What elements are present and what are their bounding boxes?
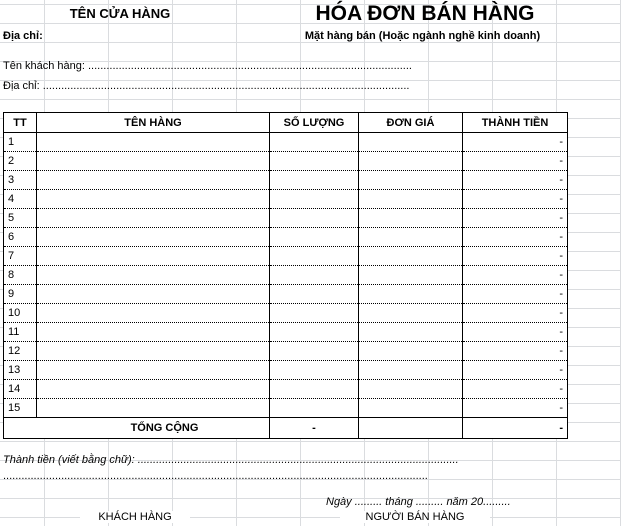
unit-price-cell[interactable] xyxy=(359,190,463,209)
table-row xyxy=(4,266,568,285)
quantity-cell[interactable] xyxy=(270,342,359,361)
quantity-cell[interactable] xyxy=(270,247,359,266)
store-address-label: Địa chỉ: xyxy=(3,30,43,42)
table-row xyxy=(4,209,568,228)
table-row xyxy=(4,304,568,323)
table-row xyxy=(4,380,568,399)
row-number: 7 xyxy=(4,247,37,266)
row-number: 8 xyxy=(4,266,37,285)
quantity-cell[interactable] xyxy=(270,209,359,228)
amount-cell[interactable]: - xyxy=(463,228,568,247)
row-number: 5 xyxy=(4,209,37,228)
business-line-subtitle: Mặt hàng bán (Hoặc ngành nghề kinh doanh) xyxy=(304,30,541,42)
unit-price-cell[interactable] xyxy=(359,247,463,266)
item-name-cell[interactable] xyxy=(37,247,270,266)
unit-price-cell[interactable] xyxy=(359,323,463,342)
quantity-cell[interactable] xyxy=(270,304,359,323)
item-name-cell[interactable] xyxy=(37,342,270,361)
item-name-cell[interactable] xyxy=(37,209,270,228)
table-header-row xyxy=(4,113,568,133)
unit-price-cell[interactable] xyxy=(359,304,463,323)
unit-price-cell[interactable] xyxy=(359,399,463,418)
table-row xyxy=(4,361,568,380)
total-label: TỔNG CỘNG xyxy=(4,418,270,439)
customer-signature-label: KHÁCH HÀNG xyxy=(80,511,190,523)
table-row xyxy=(4,247,568,266)
amount-cell[interactable]: - xyxy=(463,171,568,190)
unit-price-cell[interactable] xyxy=(359,285,463,304)
row-number: 2 xyxy=(4,152,37,171)
unit-price-cell[interactable] xyxy=(359,380,463,399)
unit-price-cell[interactable] xyxy=(359,228,463,247)
row-number: 15 xyxy=(4,399,37,418)
unit-price-cell[interactable] xyxy=(359,342,463,361)
amount-cell[interactable]: - xyxy=(463,323,568,342)
row-number: 14 xyxy=(4,380,37,399)
row-number: 6 xyxy=(4,228,37,247)
row-number: 9 xyxy=(4,285,37,304)
amount-cell[interactable]: - xyxy=(463,209,568,228)
quantity-cell[interactable] xyxy=(270,380,359,399)
table-row xyxy=(4,190,568,209)
amount-cell[interactable]: - xyxy=(463,399,568,418)
item-name-cell[interactable] xyxy=(37,323,270,342)
row-number: 10 xyxy=(4,304,37,323)
table-row xyxy=(4,171,568,190)
total-unit-price[interactable] xyxy=(359,418,463,439)
quantity-cell[interactable] xyxy=(270,228,359,247)
quantity-cell[interactable] xyxy=(270,190,359,209)
invoice-title: HÓA ĐƠN BÁN HÀNG xyxy=(315,2,535,25)
col-header-item-name: TÊN HÀNG xyxy=(37,113,270,133)
row-number: 1 xyxy=(4,133,37,152)
amount-cell[interactable]: - xyxy=(463,190,568,209)
table-row xyxy=(4,342,568,361)
table-row xyxy=(4,133,568,152)
unit-price-cell[interactable] xyxy=(359,152,463,171)
unit-price-cell[interactable] xyxy=(359,361,463,380)
item-name-cell[interactable] xyxy=(37,133,270,152)
unit-price-cell[interactable] xyxy=(359,171,463,190)
col-header-amount: THÀNH TIỀN xyxy=(463,113,568,133)
table-row xyxy=(4,285,568,304)
item-name-cell[interactable] xyxy=(37,266,270,285)
amount-cell[interactable]: - xyxy=(463,342,568,361)
row-number: 3 xyxy=(4,171,37,190)
amount-cell[interactable]: - xyxy=(463,380,568,399)
quantity-cell[interactable] xyxy=(270,266,359,285)
amount-cell[interactable]: - xyxy=(463,266,568,285)
customer-name-line[interactable]: Tên khách hàng: .......................................................................................................... xyxy=(3,60,412,72)
row-number: 12 xyxy=(4,342,37,361)
amount-in-words-line-2[interactable]: ........................................................................................................................................... xyxy=(3,470,428,482)
table-row xyxy=(4,399,568,418)
item-name-cell[interactable] xyxy=(37,285,270,304)
quantity-cell[interactable] xyxy=(270,323,359,342)
table-row xyxy=(4,152,568,171)
item-name-cell[interactable] xyxy=(37,304,270,323)
row-number: 13 xyxy=(4,361,37,380)
quantity-cell[interactable] xyxy=(270,361,359,380)
seller-signature-label: NGƯỜI BÁN HÀNG xyxy=(340,511,490,523)
customer-address-line[interactable]: Địa chỉ: ........................................................................................................................ xyxy=(3,80,410,92)
invoice-table xyxy=(3,112,568,439)
row-number: 11 xyxy=(4,323,37,342)
unit-price-cell[interactable] xyxy=(359,266,463,285)
amount-cell[interactable]: - xyxy=(463,361,568,380)
row-number: 4 xyxy=(4,190,37,209)
amount-in-words-line[interactable]: Thành tiền (viết bằng chữ): ......................................................................................................... xyxy=(3,454,459,466)
item-name-cell[interactable] xyxy=(37,228,270,247)
item-name-cell[interactable] xyxy=(37,399,270,418)
total-quantity[interactable]: - xyxy=(270,418,359,439)
table-row xyxy=(4,228,568,247)
total-row xyxy=(4,418,568,439)
item-name-cell[interactable] xyxy=(37,152,270,171)
total-amount[interactable]: - xyxy=(463,418,568,439)
date-line: Ngày ......... tháng ......... năm 20......... xyxy=(326,496,511,508)
col-header-quantity: SỐ LƯỢNG xyxy=(270,113,359,133)
quantity-cell[interactable] xyxy=(270,171,359,190)
store-name: TÊN CỬA HÀNG xyxy=(69,6,171,21)
amount-cell[interactable]: - xyxy=(463,285,568,304)
item-name-cell[interactable] xyxy=(37,380,270,399)
table-row xyxy=(4,323,568,342)
col-header-unit-price: ĐƠN GIÁ xyxy=(359,113,463,133)
item-name-cell[interactable] xyxy=(37,171,270,190)
amount-cell[interactable]: - xyxy=(463,152,568,171)
amount-cell[interactable]: - xyxy=(463,247,568,266)
quantity-cell[interactable] xyxy=(270,152,359,171)
item-name-cell[interactable] xyxy=(37,361,270,380)
unit-price-cell[interactable] xyxy=(359,133,463,152)
col-header-tt: TT xyxy=(4,113,37,133)
amount-cell[interactable]: - xyxy=(463,304,568,323)
item-name-cell[interactable] xyxy=(37,190,270,209)
quantity-cell[interactable] xyxy=(270,133,359,152)
quantity-cell[interactable] xyxy=(270,399,359,418)
unit-price-cell[interactable] xyxy=(359,209,463,228)
amount-cell[interactable]: - xyxy=(463,133,568,152)
quantity-cell[interactable] xyxy=(270,285,359,304)
